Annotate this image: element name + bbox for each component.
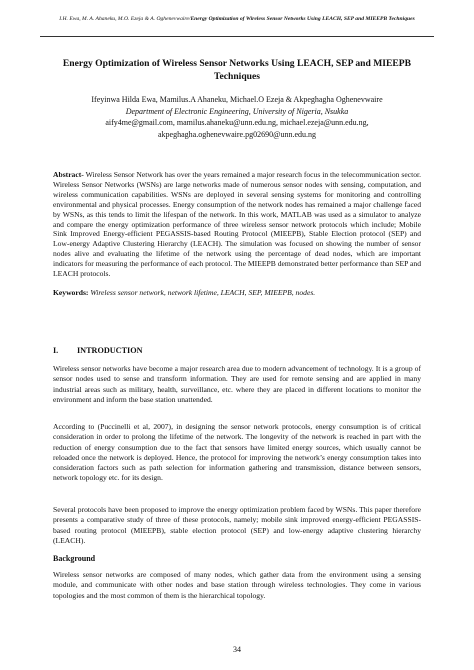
intro-paragraph-1: Wireless sensor networks have become a major research area due to modern advancement of technology. It is a group of sensor nodes used to sense and transform information. They are used for remote sensing and are applied in many industrial areas such as military, health, surveillance, etc. where they are placed in different locations to monitor the environment and inform the base station unattended. <box>53 364 421 404</box>
author-names: Ifeyinwa Hilda Ewa, Mamilus.A Ahaneku, Michael.O Ezeja & Akpeghagha Oghenevwaire <box>91 95 383 104</box>
page-number: 34 <box>233 645 241 654</box>
keywords-text: Wireless sensor network, network lifetime, LEACH, SEP, MIEEPB, nodes. <box>90 288 316 297</box>
abstract <box>53 170 421 279</box>
author-emails-line-1: aify4me@gmail.com, mamilus.ahaneku@unn.edu.ng, michael.ezeja@unn.edu.ng, <box>105 118 369 128</box>
keywords-label: Keywords: <box>53 288 89 297</box>
header-rule <box>40 36 434 37</box>
author-emails-line-2: akpeghagha.oghenevwaire.pg02690@unn.edu.ng <box>158 129 316 139</box>
abstract-label: Abstract- <box>53 170 84 179</box>
background-paragraph: Wireless sensor networks are composed of many nodes, which gather data from the environment using a sensing module, and communicate with other nodes and base station through wireless technologies. They come in various topologies and the most common of them is the hierarchical topology. <box>53 570 421 600</box>
paper-title: Energy Optimization of Wireless Sensor Networks Using LEACH, SEP and MIEEPB Techniques <box>62 58 412 82</box>
author-department: Department of Electronic Engineering, University of Nigeria, Nsukka <box>125 106 349 116</box>
intro-paragraph-2: According to (Puccinelli et al, 2007), in designing the sensor network protocols, energy consumption is of critical consideration in order to prolong the lifetime of the network. The longevity of the network is reached in part with the reduction of energy consumption due to the fact that sensors have limited energy sources, which usually cannot be reloaded once the network is deployed. Hence, the protocol for improving the network’s energy consumption takes into consideration factors such as path selection for information gathering and transmission, distance between sensors, network topology etc. for its design. <box>53 422 421 483</box>
section-title: INTRODUCTION <box>77 346 143 355</box>
section-heading <box>53 345 421 356</box>
keywords <box>53 288 421 298</box>
running-header <box>40 15 434 23</box>
background-heading: Background <box>53 554 96 563</box>
running-header-authors: I.H. Ewa, M. A. Ahaneku, M.O. Ezeja & A. Oghenevwaire/ <box>59 16 191 22</box>
section-number: I. <box>53 346 59 355</box>
running-header-title: Energy Optimization of Wireless Sensor Networks Using LEACH, SEP and MIEEPB Techniques <box>190 16 415 22</box>
abstract-text: Wireless Sensor Network has over the years remained a major research focus in the telecommunication sector. Wireless Sensor Networks (WSNs) are large networks made of numerous sensor nodes with sensing, computation, and wireless communication capabilities. WSNs are deployed in several sensing systems for monitoring and controlling environmental and physical processes. Energy consumption of the network nodes has remained a major challenge faced by WSNs, as this tends to limit the lifespan of the network. In this work, MATLAB was used as a simulator to analyze and compare the energy optimization performance of three wireless sensor network protocols which include; Mobile Sink Improved Energy-efficient PEGASSIS-based Routing Protocol (MIEEPB), Stable Election protocol (SEP) and Low-energy Adaptive Clustering Hierarchy (LEACH). The simulation was focused on showing the number of sensor nodes alive and evaluating the lifetime of the network using the percentage of dead nodes, which are important indicators for measuring the performance of each protocol. The MIEEPB demonstrated better performance than SEP and LEACH protocols. <box>53 170 421 279</box>
intro-paragraph-3: Several protocols have been proposed to improve the energy optimization problem faced by WSNs. This paper therefore presents a comparative study of three of these protocols, namely; mobile sink improved energy-efficient PEGASSIS-based routing protocol (MIEEPB), stable election protocol (SEP) and low-energy adaptive clustering hierarchy (LEACH). <box>53 505 421 545</box>
author-block <box>40 94 434 140</box>
